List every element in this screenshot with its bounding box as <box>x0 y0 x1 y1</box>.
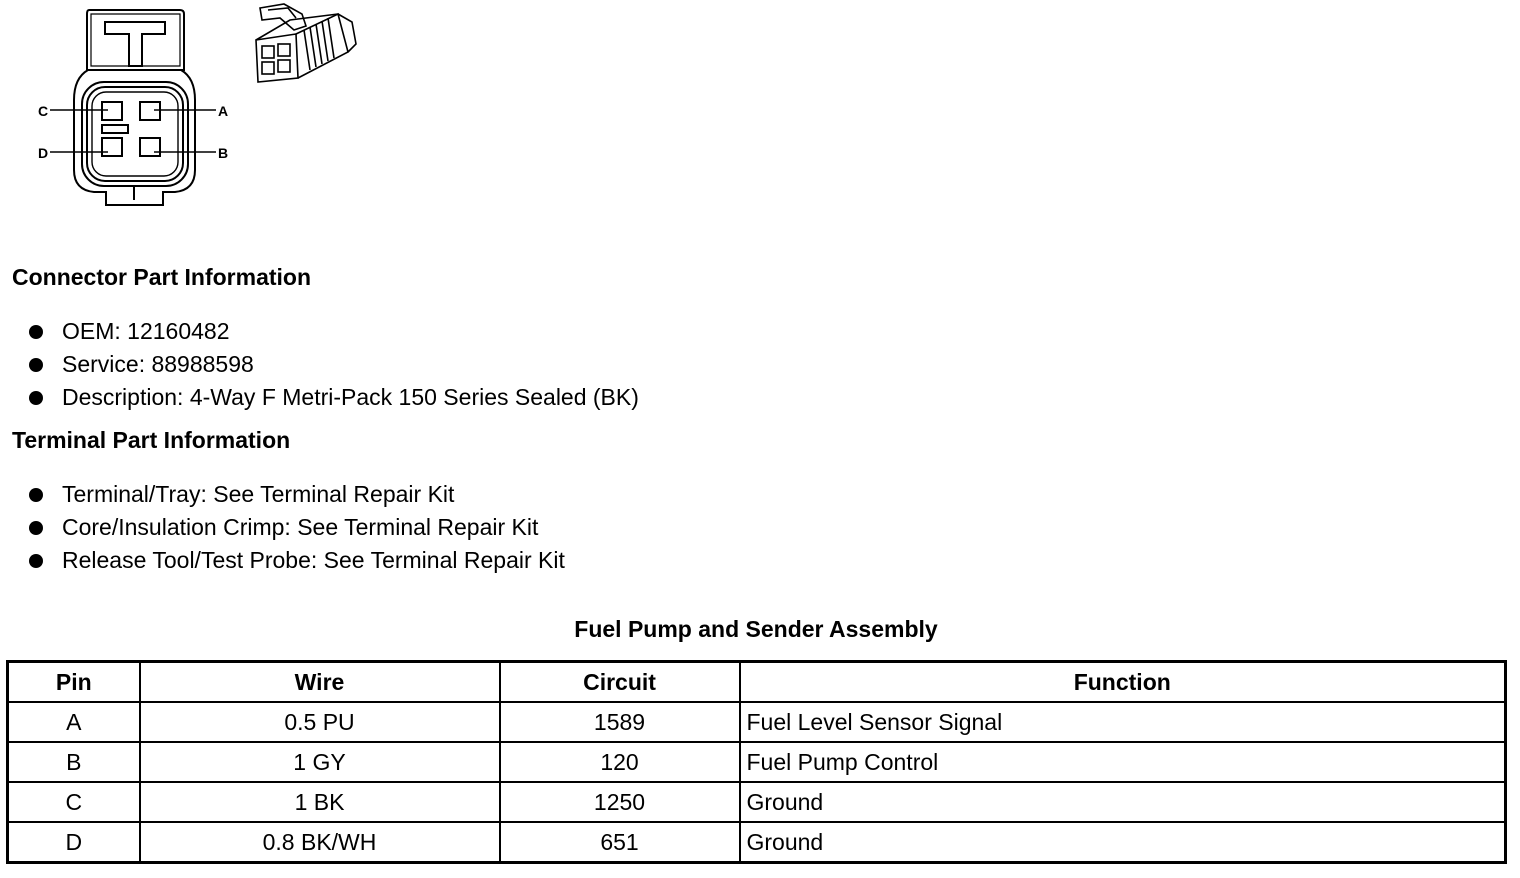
circuit-cell: 1589 <box>500 702 740 742</box>
bullet-icon <box>29 391 43 405</box>
bullet-icon <box>29 488 43 502</box>
list-item <box>0 315 639 348</box>
column-header-function: Function <box>740 662 1506 703</box>
circuit-cell: 1250 <box>500 782 740 822</box>
core-insulation-crimp-text: Core/Insulation Crimp: See Terminal Repair Kit <box>62 514 539 540</box>
connector-service-text: Service: 88988598 <box>62 351 254 377</box>
table-row <box>8 822 1506 863</box>
bullet-icon <box>29 554 43 568</box>
circuit-cell: 120 <box>500 742 740 782</box>
pin-label-c: C <box>38 103 49 119</box>
function-cell: Ground <box>740 822 1506 863</box>
pin-label-a: A <box>218 103 229 119</box>
list-item <box>0 511 565 544</box>
pin-label-d: D <box>38 145 49 161</box>
table-row <box>8 782 1506 822</box>
connector-part-info-heading: Connector Part Information <box>12 264 312 290</box>
pin-cell: C <box>8 782 140 822</box>
connector-description-text: Description: 4-Way F Metri-Pack 150 Series Sealed (BK) <box>62 384 639 410</box>
table-row <box>8 702 1506 742</box>
terminal-part-info-heading: Terminal Part Information <box>12 427 291 453</box>
pin-cell: A <box>8 702 140 742</box>
release-tool-text: Release Tool/Test Probe: See Terminal Repair Kit <box>62 547 565 573</box>
pin-cell: B <box>8 742 140 782</box>
wire-cell: 0.5 PU <box>140 702 500 742</box>
circuit-cell: 651 <box>500 822 740 863</box>
table-title: Fuel Pump and Sender Assembly <box>574 616 938 642</box>
pin-label-b: B <box>218 145 229 161</box>
column-header-circuit: Circuit <box>500 662 740 703</box>
table-header-row <box>8 662 1506 703</box>
list-item <box>0 381 639 414</box>
connector-oem-text: OEM: 12160482 <box>62 318 230 344</box>
bullet-icon <box>29 358 43 372</box>
list-item <box>0 544 565 577</box>
wire-cell: 1 GY <box>140 742 500 782</box>
bullet-icon <box>29 521 43 535</box>
wire-cell: 0.8 BK/WH <box>140 822 500 863</box>
function-cell: Fuel Level Sensor Signal <box>740 702 1506 742</box>
column-header-pin: Pin <box>8 662 140 703</box>
connector-face-diagram <box>30 0 240 215</box>
function-cell: Fuel Pump Control <box>740 742 1506 782</box>
connector-part-info-list <box>0 315 639 414</box>
column-header-wire: Wire <box>140 662 500 703</box>
table-row <box>8 742 1506 782</box>
list-item <box>0 478 565 511</box>
connector-isometric-illustration <box>250 0 360 90</box>
list-item <box>0 348 639 381</box>
pinout-table <box>6 660 1507 864</box>
bullet-icon <box>29 325 43 339</box>
function-cell: Ground <box>740 782 1506 822</box>
pin-cell: D <box>8 822 140 863</box>
terminal-tray-text: Terminal/Tray: See Terminal Repair Kit <box>62 481 455 507</box>
terminal-part-info-list <box>0 478 565 577</box>
wire-cell: 1 BK <box>140 782 500 822</box>
